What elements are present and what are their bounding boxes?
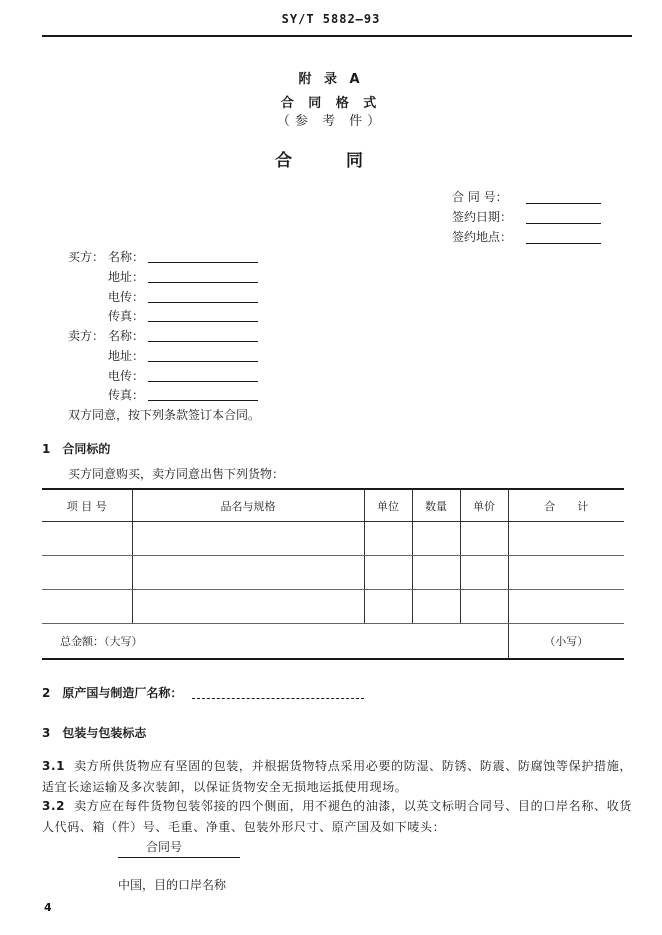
- contract-number-label: 合 同 号：: [452, 190, 508, 204]
- buyer-telex-label: 电传：: [108, 290, 145, 304]
- table-cell: [412, 522, 460, 556]
- shipping-mark-destination: 中国，目的口岸名称: [118, 878, 227, 892]
- shipping-mark-contract-no: 合同号: [146, 840, 183, 854]
- seller-address-blank: [148, 361, 258, 362]
- section-heading: 合 同 格 式: [280, 96, 382, 111]
- clause-3-2-number: 3.2: [42, 799, 66, 813]
- col-description: 品名与规格: [132, 489, 364, 522]
- buyer-label: 买方：: [68, 250, 105, 264]
- total-amount-words: 总金额：（大写）: [42, 624, 508, 660]
- seller-telex-label: 电传：: [108, 369, 145, 383]
- origin-manufacturer-blank: [192, 698, 364, 699]
- clause-3-1: [42, 756, 632, 798]
- col-item-no: 项 目 号: [42, 489, 132, 522]
- col-unit: 单位: [364, 489, 412, 522]
- seller-address-label: 地址：: [108, 349, 145, 363]
- section-1-intro: 买方同意购买，卖方同意出售下列货物：: [68, 467, 285, 481]
- table-row: [42, 522, 624, 556]
- shipping-mark-rule: [118, 857, 240, 858]
- clause-3-1-text: 卖方所供货物应有坚固的包装，并根据货物特点采用必要的防湿、防锈、防震、防腐蚀等保护措施，适宜长途运输及多次装卸，以保证货物安全无损地运抵使用现场。: [42, 759, 632, 794]
- reference-note: （参 考 件）: [276, 114, 386, 129]
- buyer-name-label: 名称：: [108, 250, 145, 264]
- appendix-title: 附 录 A: [298, 72, 364, 87]
- buyer-address-blank: [148, 282, 258, 283]
- seller-name-blank: [148, 341, 258, 342]
- seller-name-label: 名称：: [108, 329, 145, 343]
- table-cell: [508, 522, 624, 556]
- document-title: 合 同: [275, 151, 387, 171]
- header-rule: [42, 35, 632, 37]
- table-cell: [42, 556, 132, 590]
- seller-telex-blank: [148, 381, 258, 382]
- section-2-title: 2 原产国与制造厂名称：: [42, 686, 183, 700]
- signing-date-blank: [526, 223, 601, 224]
- table-cell: [132, 522, 364, 556]
- buyer-fax-label: 传真：: [108, 309, 145, 323]
- contract-number-blank: [526, 203, 601, 204]
- buyer-address-label: 地址：: [108, 270, 145, 284]
- buyer-telex-blank: [148, 302, 258, 303]
- table-cell: [42, 522, 132, 556]
- page-number: 4: [44, 901, 52, 914]
- table-row: [42, 556, 624, 590]
- signing-date-label: 签约日期：: [452, 210, 513, 224]
- buyer-name-blank: [148, 262, 258, 263]
- section-1-title: 1 合同标的: [42, 442, 111, 456]
- total-amount-figures: （小写）: [508, 624, 624, 660]
- table-cell: [364, 522, 412, 556]
- table-cell: [132, 590, 364, 624]
- table-cell: [412, 556, 460, 590]
- table-row: [42, 590, 624, 624]
- buyer-fax-blank: [148, 321, 258, 322]
- table-cell: [364, 556, 412, 590]
- table-cell: [460, 556, 508, 590]
- seller-label: 卖方：: [68, 329, 105, 343]
- col-total: 合 计: [508, 489, 624, 522]
- signing-place-label: 签约地点：: [452, 230, 513, 244]
- agreement-statement: 双方同意，按下列条款签订本合同。: [68, 408, 261, 422]
- col-unit-price: 单价: [460, 489, 508, 522]
- col-quantity: 数量: [412, 489, 460, 522]
- table-cell: [508, 590, 624, 624]
- table-cell: [132, 556, 364, 590]
- table-cell: [508, 556, 624, 590]
- table-cell: [460, 522, 508, 556]
- table-cell: [412, 590, 460, 624]
- goods-table: [42, 488, 624, 660]
- signing-place-blank: [526, 243, 601, 244]
- clause-3-2-text: 卖方应在每件货物包装邻接的四个侧面，用不褪色的油漆，以英文标明合同号、目的口岸名称、收货人代码、箱（件）号、毛重、净重、包装外形尺寸、原产国及如下唛头：: [42, 799, 632, 834]
- table-cell: [42, 590, 132, 624]
- section-3-title: 3 包装与包装标志: [42, 726, 147, 740]
- table-cell: [364, 590, 412, 624]
- goods-table-total-row: [42, 624, 624, 660]
- clause-3-1-number: 3.1: [42, 759, 66, 773]
- standard-code-header: SY/T 5882—93: [281, 12, 381, 26]
- seller-fax-blank: [148, 400, 258, 401]
- table-cell: [460, 590, 508, 624]
- seller-fax-label: 传真：: [108, 388, 145, 402]
- goods-table-header: [42, 489, 624, 522]
- clause-3-2: [42, 796, 632, 838]
